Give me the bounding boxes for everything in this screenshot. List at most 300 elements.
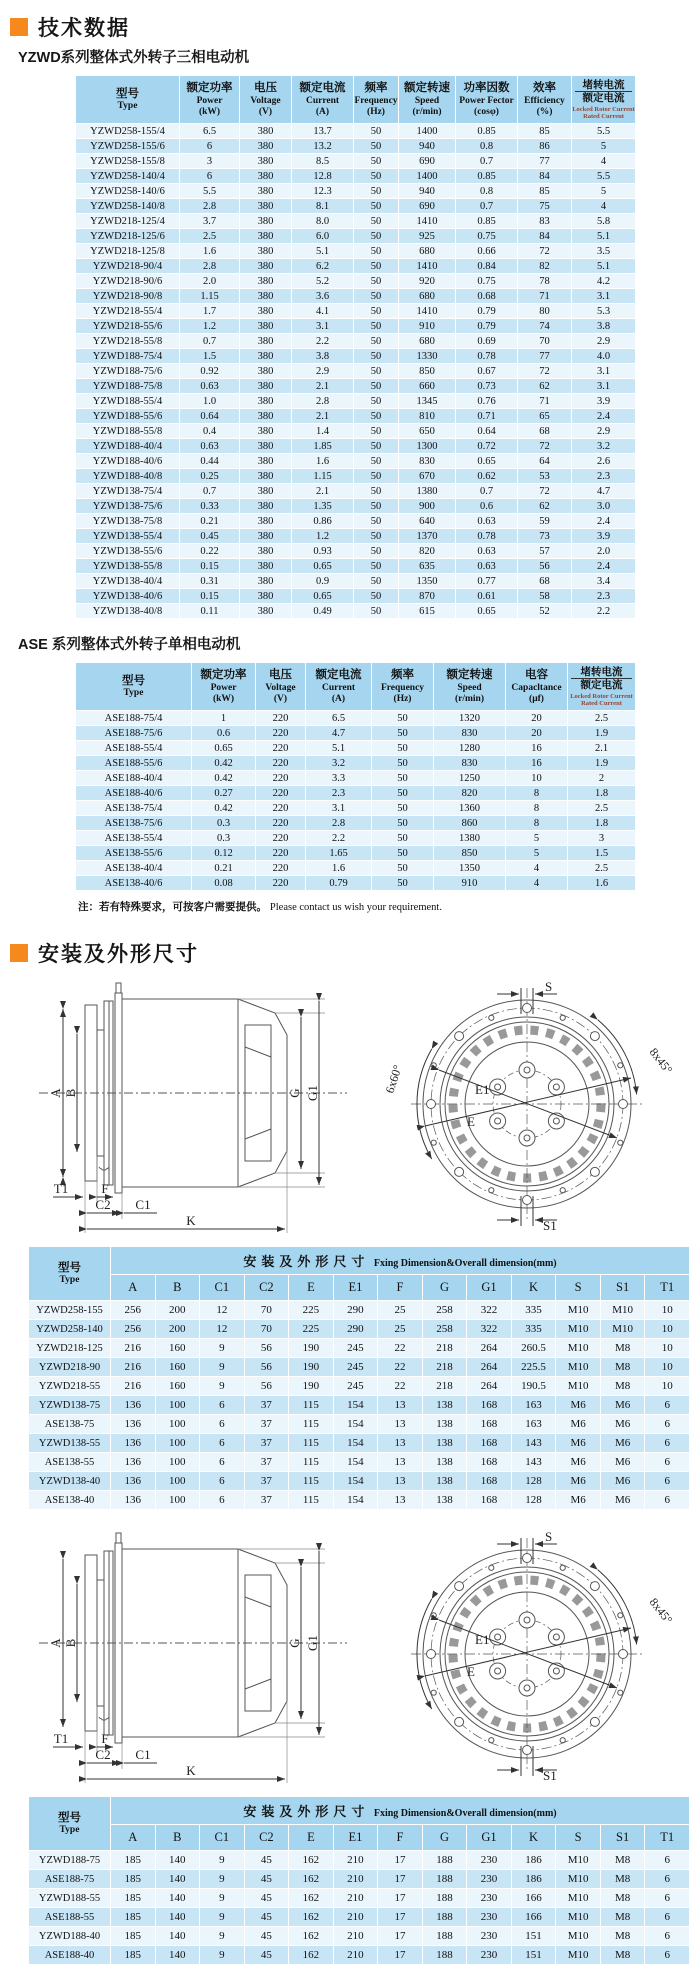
value-cell: 0.85 <box>456 169 518 184</box>
value-cell: 0.9 <box>292 574 354 589</box>
value-cell: M8 <box>600 1339 645 1358</box>
value-cell: 940 <box>399 184 456 199</box>
dim-column-header: T1 <box>645 1275 690 1301</box>
value-cell: 10 <box>645 1377 690 1396</box>
value-cell: 185 <box>111 1927 156 1946</box>
value-cell: 71 <box>518 289 572 304</box>
type-cell: YZWD188-40/4 <box>76 439 180 454</box>
value-cell: 2.5 <box>568 711 636 726</box>
value-cell: 2.5 <box>568 861 636 876</box>
value-cell: 100 <box>155 1491 200 1510</box>
value-cell: 6.5 <box>180 124 240 139</box>
value-cell: 13 <box>378 1472 423 1491</box>
value-cell: 22 <box>378 1377 423 1396</box>
dim-label-6x60: 6x60° <box>382 1063 405 1095</box>
value-cell: 1.9 <box>568 756 636 771</box>
table-row <box>29 1946 690 1965</box>
value-cell: 13 <box>378 1453 423 1472</box>
value-cell: 140 <box>155 1927 200 1946</box>
value-cell: 5.1 <box>572 259 636 274</box>
value-cell: 0.71 <box>456 409 518 424</box>
value-cell: 0.8 <box>456 139 518 154</box>
value-cell: 4.0 <box>572 349 636 364</box>
dim-column-header: C1 <box>200 1275 245 1301</box>
value-cell: 0.22 <box>180 544 240 559</box>
value-cell: 0.7 <box>456 154 518 169</box>
table-row <box>76 409 636 424</box>
value-cell: 50 <box>354 289 399 304</box>
value-cell: 380 <box>240 499 292 514</box>
value-cell: 168 <box>467 1472 512 1491</box>
table-row <box>76 424 636 439</box>
dim-label-C2: C2 <box>95 1197 111 1212</box>
value-cell: 220 <box>256 786 306 801</box>
value-cell: 160 <box>155 1358 200 1377</box>
value-cell: M6 <box>600 1415 645 1434</box>
value-cell: 1.8 <box>568 816 636 831</box>
value-cell: 220 <box>256 861 306 876</box>
col-type: 型号 Type <box>29 1247 111 1301</box>
value-cell: 0.78 <box>456 529 518 544</box>
value-cell: 50 <box>354 469 399 484</box>
value-cell: 1400 <box>399 169 456 184</box>
value-cell: 380 <box>240 394 292 409</box>
value-cell: 218 <box>422 1377 467 1396</box>
value-cell: 860 <box>434 816 506 831</box>
value-cell: 220 <box>256 756 306 771</box>
value-cell: 2.3 <box>306 786 372 801</box>
value-cell: 1300 <box>399 439 456 454</box>
dim-label-S1: S1 <box>543 1768 557 1783</box>
value-cell: 6 <box>645 1472 690 1491</box>
value-cell: 690 <box>399 199 456 214</box>
value-cell: 78 <box>518 274 572 289</box>
value-cell: 8.5 <box>292 154 354 169</box>
value-cell: 230 <box>467 1908 512 1927</box>
value-cell: 6 <box>645 1927 690 1946</box>
value-cell: 143 <box>511 1453 556 1472</box>
value-cell: 9 <box>200 1377 245 1396</box>
value-cell: 62 <box>518 379 572 394</box>
value-cell: 20 <box>506 711 568 726</box>
type-cell: YZWD188-75/8 <box>76 379 180 394</box>
value-cell: 380 <box>240 199 292 214</box>
dim-column-header: E <box>289 1275 334 1301</box>
value-cell: 380 <box>240 229 292 244</box>
value-cell: 925 <box>399 229 456 244</box>
value-cell: 1250 <box>434 771 506 786</box>
value-cell: 1.6 <box>568 876 636 891</box>
value-cell: 230 <box>467 1946 512 1965</box>
ase-table-body <box>76 711 636 891</box>
value-cell: 0.64 <box>456 424 518 439</box>
col-voltage: 电压 Voltage (V) <box>256 663 306 711</box>
value-cell: 225.5 <box>511 1358 556 1377</box>
value-cell: 0.65 <box>292 589 354 604</box>
value-cell: 290 <box>333 1301 378 1320</box>
value-cell: 0.42 <box>192 756 256 771</box>
value-cell: 210 <box>333 1851 378 1870</box>
table-row <box>29 1851 690 1870</box>
type-cell: YZWD138-40 <box>29 1472 111 1491</box>
value-cell: 2.1 <box>292 379 354 394</box>
type-cell: ASE138-40/4 <box>76 861 192 876</box>
table-row <box>76 139 636 154</box>
value-cell: 50 <box>354 394 399 409</box>
dim-label-E: E <box>467 1664 475 1679</box>
value-cell: 3.4 <box>572 574 636 589</box>
type-cell: YZWD218-55/8 <box>76 334 180 349</box>
value-cell: 2.9 <box>292 364 354 379</box>
table-row <box>76 514 636 529</box>
value-cell: 0.66 <box>456 244 518 259</box>
value-cell: 230 <box>467 1870 512 1889</box>
dim-column-header: S <box>556 1275 601 1301</box>
value-cell: M6 <box>556 1453 601 1472</box>
col-current: 额定电流 Current (A) <box>292 76 354 124</box>
dim-column-header: S <box>556 1825 601 1851</box>
value-cell: M8 <box>600 1946 645 1965</box>
table-row <box>76 439 636 454</box>
value-cell: 0.45 <box>180 529 240 544</box>
value-cell: 188 <box>422 1908 467 1927</box>
value-cell: 2.5 <box>568 801 636 816</box>
value-cell: 188 <box>422 1870 467 1889</box>
table-row <box>29 1491 690 1510</box>
col-frequency: 频率 Frequency (Hz) <box>354 76 399 124</box>
value-cell: 264 <box>467 1377 512 1396</box>
value-cell: 0.92 <box>180 364 240 379</box>
value-cell: 0.21 <box>192 861 256 876</box>
value-cell: M8 <box>600 1927 645 1946</box>
value-cell: 1.9 <box>568 726 636 741</box>
value-cell: 70 <box>244 1320 289 1339</box>
type-cell: ASE138-75/6 <box>76 816 192 831</box>
value-cell: 335 <box>511 1301 556 1320</box>
value-cell: 136 <box>111 1472 156 1491</box>
value-cell: 45 <box>244 1946 289 1965</box>
dim-column-header: S1 <box>600 1825 645 1851</box>
type-cell: YZWD138-55/8 <box>76 559 180 574</box>
section2-title: 安装及外形尺寸 <box>38 943 199 966</box>
value-cell: 168 <box>467 1396 512 1415</box>
value-cell: 258 <box>422 1301 467 1320</box>
value-cell: 380 <box>240 319 292 334</box>
value-cell: 0.77 <box>456 574 518 589</box>
col-speed: 额定转速 Speed (r/min) <box>434 663 506 711</box>
value-cell: 0.85 <box>456 124 518 139</box>
value-cell: 6 <box>645 1946 690 1965</box>
value-cell: 2.3 <box>572 589 636 604</box>
dim-columns-row <box>29 1825 690 1851</box>
table-row <box>76 364 636 379</box>
value-cell: 230 <box>467 1927 512 1946</box>
value-cell: 1350 <box>399 574 456 589</box>
value-cell: 6 <box>645 1908 690 1927</box>
dim-column-header: G1 <box>467 1825 512 1851</box>
value-cell: 6 <box>645 1434 690 1453</box>
value-cell: 154 <box>333 1434 378 1453</box>
value-cell: 0.76 <box>456 394 518 409</box>
value-cell: 200 <box>155 1301 200 1320</box>
dim-label-G1: G1 <box>305 1635 320 1651</box>
value-cell: 1370 <box>399 529 456 544</box>
value-cell: 2.9 <box>572 334 636 349</box>
value-cell: 50 <box>354 559 399 574</box>
value-cell: M10 <box>556 1889 601 1908</box>
dim-column-header: E1 <box>333 1275 378 1301</box>
dim-label-G: G <box>287 1088 302 1098</box>
value-cell: 62 <box>518 499 572 514</box>
value-cell: 25 <box>378 1320 423 1339</box>
value-cell: 138 <box>422 1415 467 1434</box>
value-cell: 2.4 <box>572 559 636 574</box>
value-cell: 12.8 <box>292 169 354 184</box>
value-cell: 0.65 <box>192 741 256 756</box>
type-cell: YZWD258-140 <box>29 1320 111 1339</box>
value-cell: 335 <box>511 1320 556 1339</box>
value-cell: 10 <box>645 1301 690 1320</box>
table-row <box>76 289 636 304</box>
value-cell: 50 <box>354 379 399 394</box>
value-cell: 3.6 <box>292 289 354 304</box>
value-cell: 0.79 <box>306 876 372 891</box>
value-cell: 70 <box>518 334 572 349</box>
type-cell: YZWD258-155/8 <box>76 154 180 169</box>
value-cell: 50 <box>372 816 434 831</box>
value-cell: 5.2 <box>292 274 354 289</box>
value-cell: 3.1 <box>306 801 372 816</box>
value-cell: 163 <box>511 1415 556 1434</box>
value-cell: 0.44 <box>180 454 240 469</box>
value-cell: 2.6 <box>572 454 636 469</box>
value-cell: 4 <box>572 199 636 214</box>
value-cell: 115 <box>289 1415 334 1434</box>
ase-spec-table <box>75 662 636 891</box>
value-cell: 115 <box>289 1453 334 1472</box>
value-cell: 0.7 <box>456 199 518 214</box>
dim-table-1-header <box>29 1247 690 1301</box>
type-cell: YZWD258-140/6 <box>76 184 180 199</box>
value-cell: 50 <box>354 154 399 169</box>
value-cell: 50 <box>354 229 399 244</box>
value-cell: 37 <box>244 1491 289 1510</box>
value-cell: 37 <box>244 1396 289 1415</box>
value-cell: 72 <box>518 484 572 499</box>
col-locked-rotor-ratio: 堵转电流 额定电流 Locked Rotor Current Rated Current <box>572 76 636 124</box>
value-cell: M8 <box>600 1358 645 1377</box>
value-cell: 50 <box>354 439 399 454</box>
dim-label-G1: G1 <box>305 1085 320 1101</box>
type-cell: ASE138-55/4 <box>76 831 192 846</box>
value-cell: 1410 <box>399 304 456 319</box>
dim-label-8x45: 8x45° <box>646 1595 676 1627</box>
value-cell: M10 <box>556 1946 601 1965</box>
value-cell: 1.4 <box>292 424 354 439</box>
value-cell: 0.65 <box>292 559 354 574</box>
col-type: 型号 Type <box>76 663 192 711</box>
table-row <box>76 589 636 604</box>
dim-label-A: A <box>48 1088 63 1098</box>
value-cell: 0.63 <box>456 544 518 559</box>
value-cell: 50 <box>372 786 434 801</box>
value-cell: M6 <box>556 1491 601 1510</box>
value-cell: 84 <box>518 169 572 184</box>
value-cell: 50 <box>354 334 399 349</box>
dim-label-C1: C1 <box>135 1747 151 1762</box>
dim-column-header: S1 <box>600 1275 645 1301</box>
value-cell: 0.08 <box>192 876 256 891</box>
type-cell: YZWD188-55 <box>29 1889 111 1908</box>
value-cell: M6 <box>556 1396 601 1415</box>
value-cell: 0.61 <box>456 589 518 604</box>
value-cell: 136 <box>111 1434 156 1453</box>
yzwd-table-body <box>76 124 636 619</box>
value-cell: 50 <box>372 726 434 741</box>
value-cell: 380 <box>240 559 292 574</box>
type-cell: YZWD258-155/4 <box>76 124 180 139</box>
value-cell: 188 <box>422 1889 467 1908</box>
dim-column-header: G1 <box>467 1275 512 1301</box>
table-row <box>76 741 636 756</box>
value-cell: 50 <box>354 604 399 619</box>
value-cell: 162 <box>289 1927 334 1946</box>
value-cell: 3.9 <box>572 394 636 409</box>
value-cell: 162 <box>289 1851 334 1870</box>
value-cell: 258 <box>422 1320 467 1339</box>
type-cell: ASE188-40 <box>29 1946 111 1965</box>
value-cell: 0.65 <box>456 454 518 469</box>
value-cell: 0.69 <box>456 334 518 349</box>
value-cell: 0.63 <box>456 514 518 529</box>
table-row <box>76 756 636 771</box>
table-row <box>29 1927 690 1946</box>
value-cell: 154 <box>333 1415 378 1434</box>
value-cell: 37 <box>244 1434 289 1453</box>
value-cell: 100 <box>155 1396 200 1415</box>
value-cell: 13 <box>378 1491 423 1510</box>
value-cell: 210 <box>333 1889 378 1908</box>
value-cell: 3 <box>180 154 240 169</box>
value-cell: 210 <box>333 1870 378 1889</box>
value-cell: 810 <box>399 409 456 424</box>
value-cell: 220 <box>256 801 306 816</box>
table-row <box>76 876 636 891</box>
value-cell: 0.12 <box>192 846 256 861</box>
value-cell: 8.0 <box>292 214 354 229</box>
value-cell: 17 <box>378 1946 423 1965</box>
value-cell: 168 <box>467 1453 512 1472</box>
table-row <box>29 1415 690 1434</box>
value-cell: 188 <box>422 1927 467 1946</box>
value-cell: 163 <box>511 1396 556 1415</box>
type-cell: ASE138-40/6 <box>76 876 192 891</box>
value-cell: 220 <box>256 726 306 741</box>
value-cell: 13 <box>378 1434 423 1453</box>
type-cell: YZWD218-125/6 <box>76 229 180 244</box>
value-cell: 154 <box>333 1491 378 1510</box>
dim-column-header: E <box>289 1825 334 1851</box>
value-cell: 13.2 <box>292 139 354 154</box>
value-cell: 0.63 <box>180 439 240 454</box>
type-cell: YZWD218-55 <box>29 1377 111 1396</box>
value-cell: 850 <box>399 364 456 379</box>
col-speed: 额定转速 Speed (r/min) <box>399 76 456 124</box>
dim-label-S1: S1 <box>543 1218 557 1233</box>
value-cell: 50 <box>354 529 399 544</box>
value-cell: 188 <box>422 1946 467 1965</box>
dim-label-B: B <box>63 1088 78 1098</box>
value-cell: 50 <box>372 756 434 771</box>
value-cell: 50 <box>354 304 399 319</box>
value-cell: 50 <box>354 484 399 499</box>
type-cell: ASE188-75/6 <box>76 726 192 741</box>
dim-table-1-body <box>29 1301 690 1510</box>
value-cell: 72 <box>518 364 572 379</box>
value-cell: 200 <box>155 1320 200 1339</box>
table-row <box>76 229 636 244</box>
value-cell: 138 <box>422 1491 467 1510</box>
value-cell: 245 <box>333 1377 378 1396</box>
value-cell: 256 <box>111 1320 156 1339</box>
value-cell: 58 <box>518 589 572 604</box>
value-cell: 77 <box>518 154 572 169</box>
value-cell: 4.1 <box>292 304 354 319</box>
dim-label-F: F <box>101 1181 109 1196</box>
dim-label-B: B <box>63 1638 78 1648</box>
dimension-table-2 <box>28 1796 690 1965</box>
value-cell: 220 <box>256 741 306 756</box>
value-cell: 136 <box>111 1491 156 1510</box>
value-cell: 6 <box>645 1453 690 1472</box>
type-cell: YZWD138-40/6 <box>76 589 180 604</box>
table-row <box>29 1377 690 1396</box>
value-cell: 22 <box>378 1339 423 1358</box>
value-cell: 0.27 <box>192 786 256 801</box>
value-cell: 830 <box>434 726 506 741</box>
value-cell: 1.5 <box>180 349 240 364</box>
value-cell: 640 <box>399 514 456 529</box>
value-cell: 50 <box>354 544 399 559</box>
value-cell: 1.5 <box>568 846 636 861</box>
type-cell: YZWD138-55 <box>29 1434 111 1453</box>
dim-column-header: K <box>511 1825 556 1851</box>
value-cell: 13 <box>378 1415 423 1434</box>
value-cell: 50 <box>354 259 399 274</box>
value-cell: 4 <box>506 876 568 891</box>
value-cell: 77 <box>518 349 572 364</box>
value-cell: 6.2 <box>292 259 354 274</box>
value-cell: 380 <box>240 274 292 289</box>
value-cell: 218 <box>422 1358 467 1377</box>
value-cell: 45 <box>244 1851 289 1870</box>
value-cell: 52 <box>518 604 572 619</box>
value-cell: 115 <box>289 1472 334 1491</box>
value-cell: 5 <box>506 831 568 846</box>
value-cell: 380 <box>240 469 292 484</box>
value-cell: M6 <box>600 1434 645 1453</box>
value-cell: 185 <box>111 1889 156 1908</box>
value-cell: 143 <box>511 1434 556 1453</box>
value-cell: 20 <box>506 726 568 741</box>
table-row <box>76 154 636 169</box>
value-cell: 380 <box>240 364 292 379</box>
value-cell: 84 <box>518 229 572 244</box>
value-cell: 380 <box>240 334 292 349</box>
value-cell: 380 <box>240 529 292 544</box>
table-row <box>29 1908 690 1927</box>
value-cell: 4.2 <box>572 274 636 289</box>
